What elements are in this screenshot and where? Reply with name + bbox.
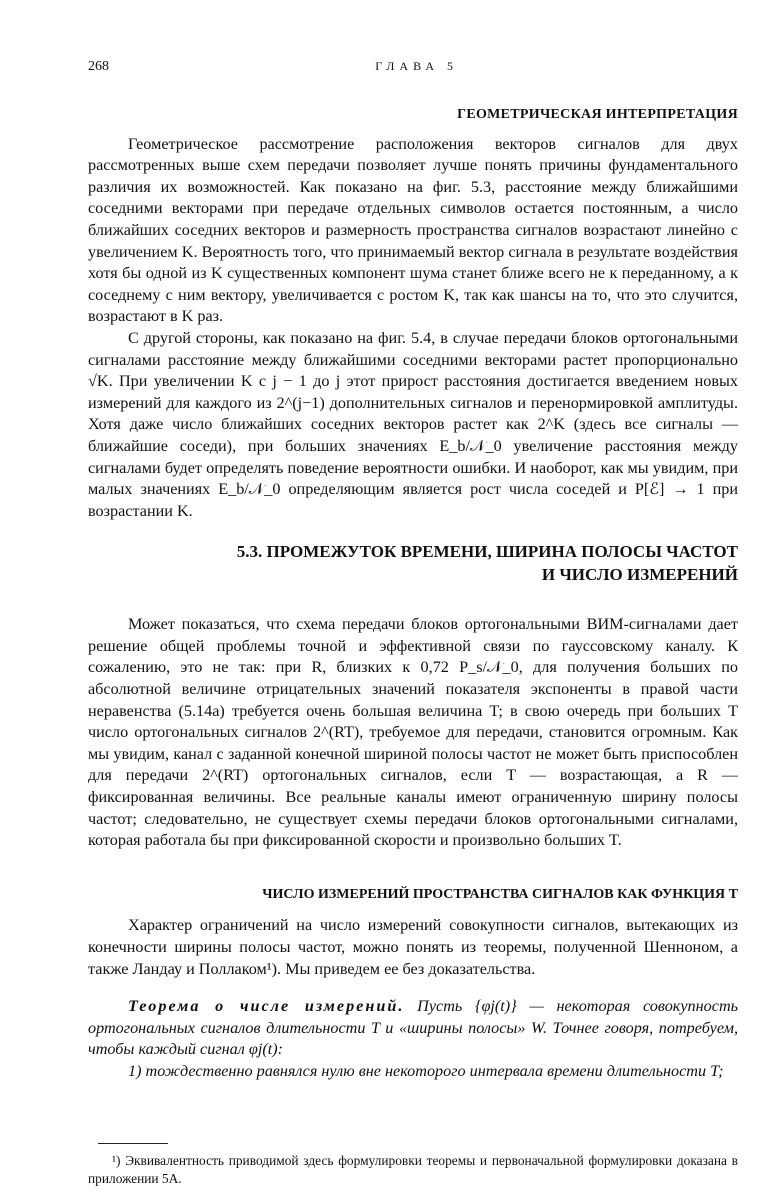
- paragraph-section: Может показаться, что схема передачи блоков ортогональными ВИМ-сигналами дает решение общей проблемы точной и эффективной связи по гауссовскому каналу. К сожалению, это не так: при R, близких к 0,72 P_s/𝒩_0, для получения больших по абсолютной величине отрицательных значений показателя экспоненты в правой части неравенства (5.14а) требуется очень большая величина T; в свою очередь при больших T число ортогональных сигналов 2^(RT), требуемое для передачи, становится огромным. Как мы увидим, канал с заданной конечной шириной полосы частот не может быть приспособлен для передачи 2^(RT) ортогональных сигналов, если T — возрастающая, а R — фиксированная величины. Все реальные каналы имеют ограниченную ширину полосы частот; следовательно, не существует схемы передачи блоков ортогональными сигналами, которая работала бы при фиксированной скорости и произвольно больших T.: [88, 615, 738, 850]
- paragraph-dimensions: Характер ограничений на число измерений совокупности сигналов, вытекающих из конечности ширины полосы частот, можно понять из теоремы, полученной Шенноном, а также Ландау и Поллаком¹). Мы приведем ее без доказательства.: [88, 916, 738, 978]
- theorem-block: [88, 996, 738, 1082]
- running-head: ГЛАВА 5: [375, 59, 458, 73]
- section-title-line1: 5.3. ПРОМЕЖУТОК ВРЕМЕНИ, ШИРИНА ПОЛОСЫ ЧАСТОТ: [236, 542, 738, 562]
- page-number: 268: [88, 59, 109, 74]
- theorem-statement: [88, 996, 738, 1061]
- footnote: ¹) Эквивалентность приводимой здесь формулировки теоремы и первоначальной формулировки доказана в приложении 5А.: [88, 1152, 738, 1186]
- subsection-title-dimensions: ЧИСЛО ИЗМЕРЕНИЙ ПРОСТРАНСТВА СИГНАЛОВ КАК ФУНКЦИЯ T: [262, 886, 738, 902]
- book-page: [88, 56, 738, 1188]
- paragraph-geometric-2: С другой стороны, как показано на фиг. 5.4, в случае передачи блоков ортогональными сигналами расстояние между ближайшими соседними векторами растет пропорционально √K. При увеличении K с j − 1 до j этот прирост расстояния достигается введением новых измерений для каждого из 2^(j−1) дополнительных сигналов и перенормировкой амплитуды. Хотя даже число ближайших соседних векторов растет как 2^K (здесь все сигналы — ближайшие соседи), при больших значениях E_b/𝒩_0 увеличение расстояния между сигналами будет определять поведение вероятности ошибки. И наоборот, как мы увидим, при малых значениях E_b/𝒩_0 определяющим является рост числа соседей и P[ℰ] → 1 при возрастании K.: [88, 328, 738, 520]
- subsection-title-geometric: ГЕОМЕТРИЧЕСКАЯ ИНТЕРПРЕТАЦИЯ: [457, 107, 738, 122]
- footnote-divider: [98, 1143, 168, 1144]
- theorem-name: Теорема о числе измерений.: [128, 997, 405, 1016]
- theorem-item-1: 1) тождественно равнялся нулю вне некоторого интервала времени длительности T;: [128, 1061, 724, 1080]
- section-title: [88, 540, 738, 586]
- paragraph-geometric-1: Геометрическое рассмотрение расположения векторов сигналов для двух рассмотренных выше схем передачи позволяет лучше понять причины фундаментального различия их возможностей. Как показано на фиг. 5.3, расстояние между ближайшими соседними векторами при передаче отдельных символов остается постоянным, а число ближайших соседних векторов и размерность пространства сигналов возрастают линейно с увеличением K. Вероятность того, что принимаемый вектор сигнала в результате воздействия хотя бы одной из K существенных компонент шума станет ближе всего не к переданному, а к соседнему с ним вектору, увеличивается с ростом K, так как шансы на то, что это случится, возрастают в K раз.: [88, 134, 738, 326]
- theorem-text: Пусть {φj(t)} — некоторая совокупность ортогональных сигналов длительности T и «ширины полосы» W. Точнее говоря, потребуем, чтобы каждый сигнал φj(t):: [88, 997, 739, 1059]
- section-title-line2: И ЧИСЛО ИЗМЕРЕНИЙ: [541, 565, 738, 585]
- page-header: [88, 56, 738, 78]
